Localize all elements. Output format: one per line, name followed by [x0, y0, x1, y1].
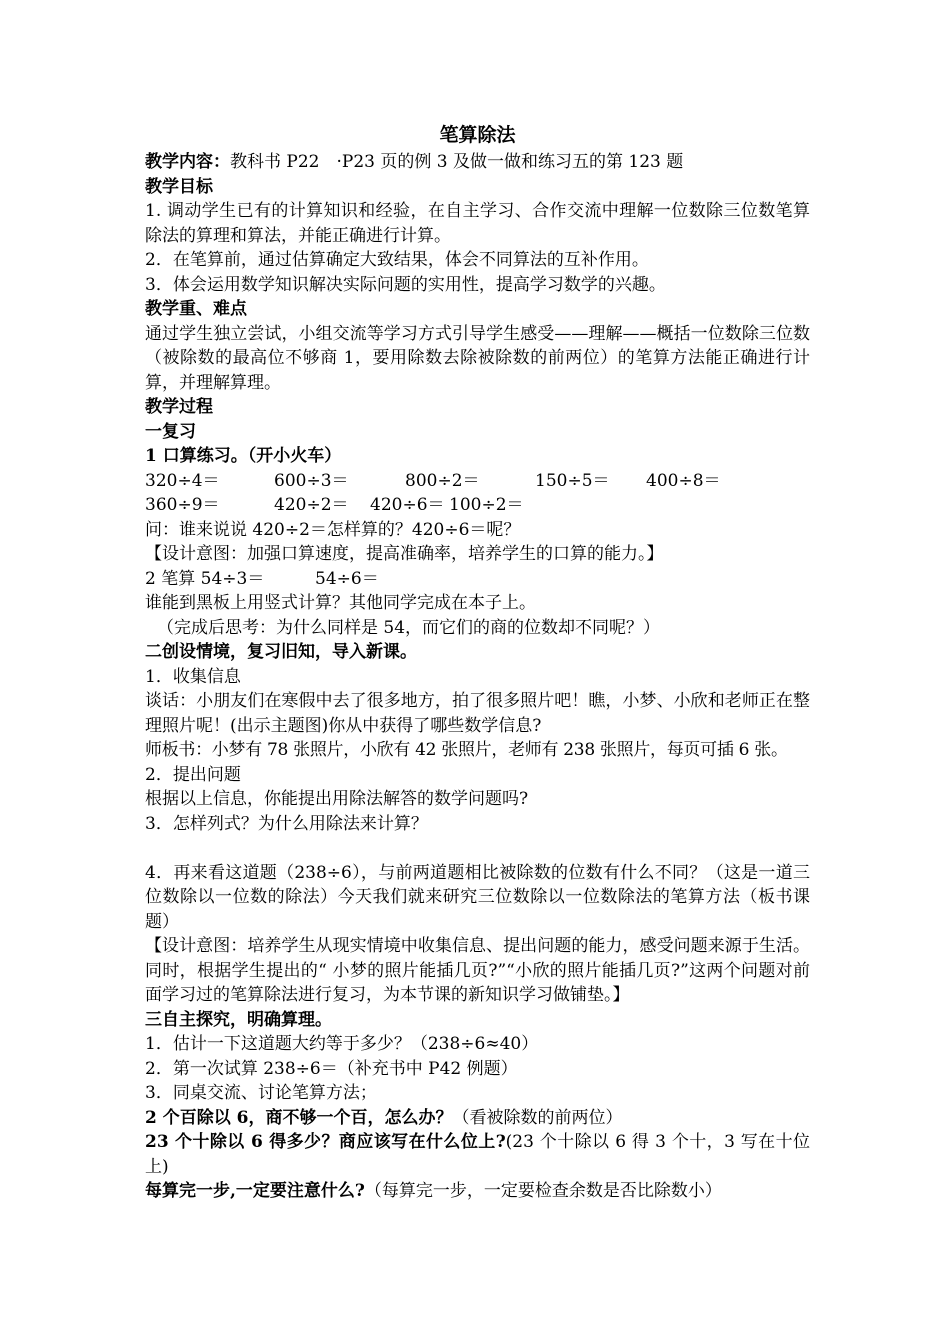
oral-practice-heading: 1 口算练习。（开小火车）: [145, 446, 342, 466]
goal-1: 1. 调动学生已有的计算知识和经验，在自主学习、合作交流中理解一位数除三位数笔算除法的算理和算法，并能正确进行计算。: [145, 201, 810, 246]
step-question-note: （每算完一步，一定要检查余数是否比除数小）: [364, 1181, 722, 1201]
key-points-text: 通过学生独立尝试，小组交流等学习方式引导学生感受——理解——概括一位数除三位数（被除数的最高位不够商 1，要用除数去除被除数的前两位）的笔算方法能正确进行计算，并理解算理。: [145, 323, 810, 393]
tens-question-note: (23 个十除以 6 得 3 个十，3 写在十位上): [145, 1132, 810, 1177]
discuss-step: 3．同桌交流、讨论笔算方法；: [145, 1083, 377, 1103]
hundreds-question-bold: 2 个百除以 6，商不够一个百，怎么办？: [145, 1107, 453, 1128]
ask-question-heading: 2．提出问题: [145, 764, 241, 785]
content-text: 教科书 P22 ·P23 页的例 3 及做一做和练习五的第 123 题: [230, 152, 684, 172]
teacher-board-text: 师板书：小梦有 78 张照片，小欣有 42 张照片，老师有 238 张照片，每页可插 6 张。: [145, 740, 788, 760]
written-item: 2 笔算 54÷3＝: [145, 568, 265, 589]
design-intent-1: 【设计意图：加强口算速度，提高准确率，培养学生的口算的能力。】: [145, 544, 664, 564]
look-again-text: 4．再来看这道题（238÷6），与前两道题相比被除数的位数有什么不同？（这是一道三位数除以一位数的除法）今天我们就来研究三位数除以一位数除法的笔算方法（板书课题）: [145, 862, 810, 932]
oral-item: 100÷2＝: [449, 495, 524, 515]
section-3-heading: 三自主探究，明确算理。: [145, 1009, 332, 1030]
oral-item: 420÷2＝: [274, 495, 349, 515]
process-heading: 教学过程: [145, 397, 213, 417]
step-question-bold: 每算完一步,一定要注意什么?: [145, 1181, 365, 1201]
oral-item: 150÷5＝: [535, 470, 610, 491]
oral-item: 320÷4＝: [145, 470, 220, 491]
think-question: （完成后思考：为什么同样是 54，而它们的商的位数却不同呢？）: [157, 617, 661, 638]
goals-heading: 教学目标: [145, 176, 213, 197]
review-heading: 一复习: [145, 421, 196, 442]
written-item: 54÷6＝: [315, 568, 379, 589]
step-question: [145, 1179, 810, 1204]
question-420: 问：谁来说说 420÷2＝怎样算的？420÷6＝呢？: [145, 519, 521, 540]
oral-item: 400÷8＝: [646, 470, 721, 491]
collect-info: 1．收集信息: [145, 666, 241, 687]
section-2-heading: 二创设情境，复习旧知，导入新课。: [145, 642, 417, 662]
content-label: 教学内容：: [145, 152, 230, 172]
written-calc-row: [145, 567, 810, 592]
oral-item: 420÷6＝: [370, 495, 445, 515]
hundreds-question-note: （看被除数的前两位）: [452, 1107, 623, 1128]
goal-3: 3．体会运用数学知识解决实际问题的实用性，提高学习数学的兴趣。: [145, 274, 666, 295]
tens-question-bold: 23 个十除以 6 得多少？商应该写在什么位上?: [145, 1132, 506, 1152]
tens-question: [145, 1130, 810, 1179]
first-try-step: 2．第一次试算 238÷6＝（补充书中 P42 例题）: [145, 1058, 518, 1079]
oral-row-2: [145, 493, 810, 518]
oral-row-1: [145, 469, 810, 494]
ask-question-text: 根据以上信息，你能提出用除法解答的数学问题吗?: [145, 789, 529, 809]
blank-line: [145, 836, 810, 861]
estimate-step: 1．估计一下这道题大约等于多少？（238÷6≈40）: [145, 1034, 539, 1054]
oral-item: 600÷3＝: [274, 470, 349, 491]
design-intent-2: 【设计意图：培养学生从现实情境中收集信息、提出问题的能力，感受问题来源于生活。同时，根据学生提出的“ 小梦的照片能插几页?”“小欣的照片能插几页?”这两个问题对前面学习过的笔算除法进行复习，为本节课的新知识学习做铺垫。】: [145, 936, 810, 1005]
teaching-content: [145, 150, 810, 175]
how-question: 3．怎样列式？为什么用除法来计算？: [145, 813, 428, 834]
talk-text: 谈话：小朋友们在寒假中去了很多地方，拍了很多照片吧！瞧，小梦、小欣和老师正在整理照片呢！(出示主题图)你从中获得了哪些数学信息?: [145, 691, 810, 736]
document-page: [145, 120, 810, 1204]
board-instruction: 谁能到黑板上用竖式计算？其他同学完成在本子上。: [145, 593, 536, 613]
oral-item: 800÷2＝: [405, 470, 480, 491]
hundreds-question: [145, 1106, 810, 1131]
oral-item: 360÷9＝: [145, 495, 220, 515]
document-title: 笔算除法: [439, 124, 516, 146]
key-points-heading: 教学重、难点: [145, 299, 247, 319]
goal-2: 2．在笔算前，通过估算确定大致结果，体会不同算法的互补作用。: [145, 250, 649, 270]
